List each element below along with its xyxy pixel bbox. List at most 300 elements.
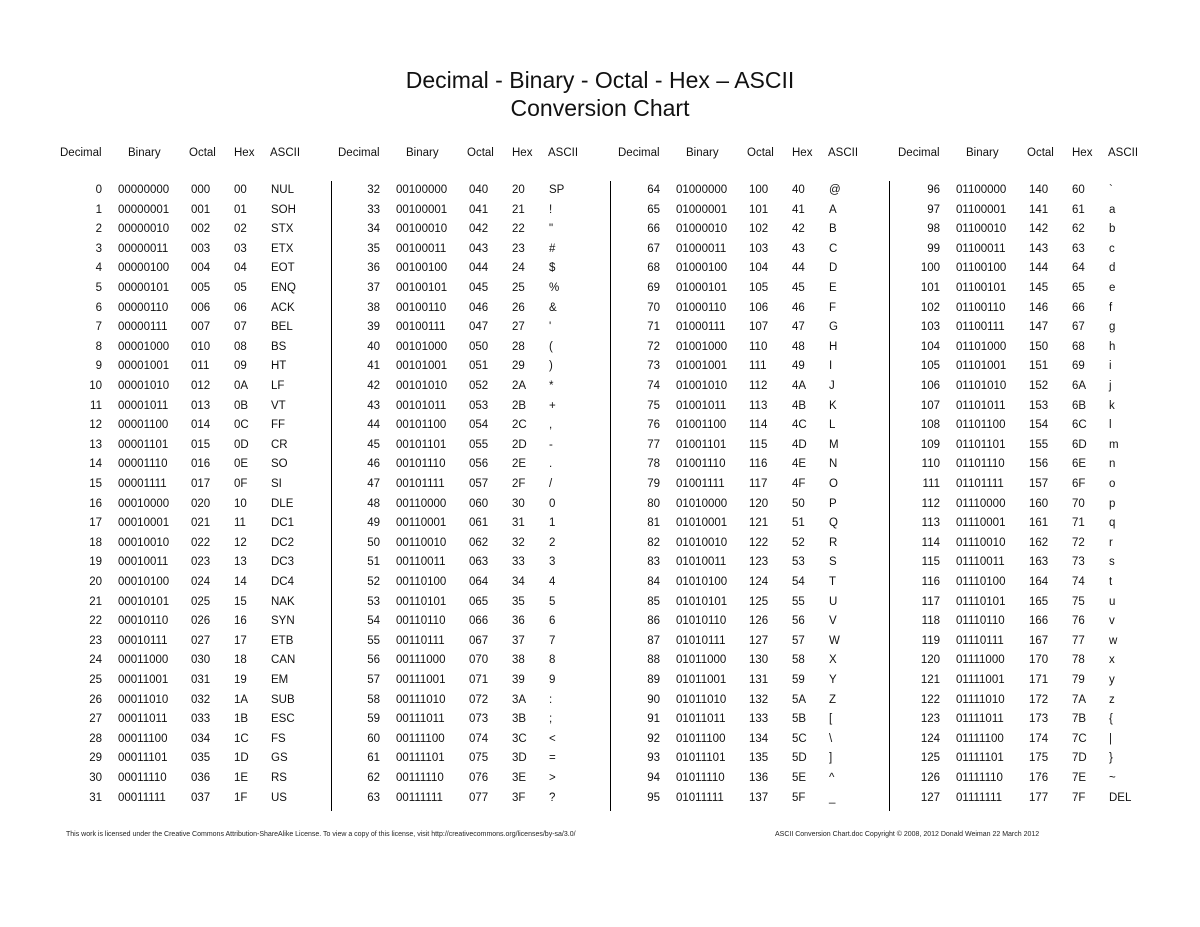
decimal-cell: 40 [367,340,380,353]
octal-cell: 176 [1029,772,1049,784]
decimal-cell: 76 [647,419,660,432]
ascii-cell: 5 [549,595,556,608]
binary-cell: 01010011 [676,556,727,569]
hex-cell: 3F [512,791,526,804]
octal-cell: 027 [191,634,211,647]
ascii-cell: Q [829,517,838,530]
octal-cell: 007 [191,321,211,334]
hex-cell: 2A [512,380,527,392]
binary-cell: 01110011 [956,556,1005,569]
hex-cell: 32 [512,536,525,549]
ascii-cell: HT [271,360,287,373]
decimal-cell: 31 [89,791,102,804]
decimal-cell: 37 [367,282,380,294]
binary-cell: 00110001 [396,517,447,530]
hex-cell: 13 [234,556,247,569]
column-header-octal: Octal [747,147,774,159]
binary-cell: 00101101 [396,438,447,451]
ascii-cell: 7 [549,634,556,647]
ascii-cell: STX [271,223,294,236]
ascii-cell: k [1109,399,1115,412]
octal-cell: 037 [191,791,211,804]
hex-cell: 64 [1072,262,1085,275]
decimal-cell: 0 [95,184,102,196]
ascii-cell: i [1109,360,1112,373]
octal-cell: 143 [1029,242,1049,255]
binary-cell: 01001111 [676,478,725,490]
decimal-cell: 121 [920,674,940,686]
binary-cell: 01101001 [956,360,1007,373]
hex-cell: 1F [234,791,248,804]
ascii-cell: 9 [549,674,556,686]
ascii-cell: ETB [271,634,294,647]
decimal-cell: 88 [647,654,660,667]
octal-cell: 032 [191,693,211,706]
hex-cell: 2D [512,438,527,451]
ascii-cell: L [829,419,836,432]
ascii-cell: BEL [271,321,293,334]
decimal-cell: 125 [920,752,940,765]
decimal-cell: 112 [921,497,940,510]
decimal-cell: 101 [920,282,940,294]
decimal-cell: 66 [647,223,660,236]
binary-cell: 01100010 [956,223,1007,236]
binary-cell: 00100010 [396,223,448,236]
octal-cell: 060 [469,497,489,510]
hex-cell: 71 [1072,517,1085,530]
octal-cell: 123 [749,556,769,569]
decimal-cell: 85 [647,595,660,608]
hex-cell: 5D [792,752,807,765]
binary-cell: 01100100 [956,262,1007,275]
hex-cell: 11 [234,517,246,530]
hex-cell: 12 [234,536,247,549]
hex-cell: 3D [512,752,527,765]
hex-cell: 65 [1072,282,1085,294]
octal-cell: 004 [191,262,211,275]
octal-cell: 072 [469,693,489,706]
column-header-ascii: ASCII [1108,147,1139,159]
octal-cell: 054 [469,419,489,432]
binary-cell: 01010000 [676,497,728,510]
octal-cell: 002 [191,223,211,236]
binary-cell: 01100001 [956,203,1007,216]
binary-cell: 01001101 [676,438,727,451]
decimal-cell: 127 [920,791,940,804]
binary-cell: 00001111 [118,478,167,490]
hex-cell: 10 [234,497,247,510]
octal-cell: 041 [469,203,489,216]
ascii-cell: ~ [1109,772,1116,784]
hex-cell: 39 [512,674,525,686]
column-header-hex: Hex [512,147,533,159]
binary-cell: 01010001 [676,517,728,530]
octal-cell: 164 [1029,576,1049,588]
decimal-cell: 2 [95,223,102,236]
octal-cell: 070 [469,654,489,667]
decimal-cell: 19 [89,556,102,569]
ascii-cell: 0 [549,497,556,510]
ascii-cell: H [829,340,838,353]
hex-cell: 1B [234,713,249,726]
hex-cell: 7A [1072,693,1087,706]
hex-cell: 77 [1072,634,1085,647]
octal-cell: 150 [1029,340,1049,353]
decimal-cell: 17 [89,517,102,530]
octal-cell: 161 [1029,517,1049,530]
binary-cell: 00110101 [396,595,447,608]
octal-cell: 003 [191,242,211,255]
ascii-cell: > [549,772,556,784]
hex-cell: 69 [1072,360,1085,373]
octal-cell: 114 [749,419,768,432]
binary-cell: 00010011 [118,556,169,569]
binary-cell: 01011000 [676,654,727,667]
ascii-cell: { [1109,713,1113,726]
ascii-cell: ? [549,791,556,804]
ascii-cell: % [549,282,560,294]
ascii-cell: I [829,360,833,373]
octal-cell: 047 [469,321,489,334]
hex-cell: 09 [234,360,247,373]
decimal-cell: 95 [647,791,660,804]
ascii-cell: / [549,478,553,490]
decimal-cell: 106 [920,380,940,392]
decimal-cell: 34 [367,223,380,236]
hex-cell: 4B [792,399,807,412]
binary-cell: 01010110 [676,615,727,628]
binary-cell: 01011101 [676,752,726,765]
octal-cell: 163 [1029,556,1049,569]
decimal-cell: 73 [647,360,660,373]
ascii-cell: 1 [549,517,556,530]
decimal-cell: 50 [367,536,380,549]
decimal-cell: 124 [920,732,940,745]
ascii-cell: c [1109,242,1115,255]
binary-cell: 00100100 [396,262,448,275]
hex-cell: 36 [512,615,525,628]
binary-cell: 01101011 [956,399,1006,412]
decimal-cell: 114 [921,536,940,549]
octal-cell: 074 [469,732,489,745]
ascii-cell: ' [549,321,552,334]
hex-cell: 6D [1072,438,1087,451]
decimal-cell: 64 [647,184,660,196]
ascii-cell: CR [271,438,288,451]
hex-cell: 7D [1072,752,1087,765]
octal-cell: 036 [191,772,211,784]
hex-cell: 59 [792,674,805,686]
hex-cell: 49 [792,360,805,373]
hex-cell: 55 [792,595,805,608]
decimal-cell: 21 [89,595,102,608]
binary-cell: 00110011 [396,556,446,569]
ascii-cell: 4 [549,576,556,588]
hex-cell: 1E [234,772,249,784]
binary-cell: 00010111 [118,634,168,647]
ascii-cell: LF [271,380,285,392]
binary-cell: 00101110 [396,458,446,471]
decimal-cell: 26 [89,693,102,706]
ascii-cell: 3 [549,556,556,569]
hex-cell: 0A [234,380,249,392]
binary-cell: 01100110 [956,301,1006,314]
octal-cell: 057 [469,478,489,490]
hex-cell: 29 [512,360,525,373]
column-header-decimal: Decimal [60,147,102,159]
ascii-cell: E [829,282,837,294]
binary-cell: 01010100 [676,576,728,588]
ascii-cell: SP [549,184,565,196]
binary-cell: 00000011 [118,242,169,255]
octal-cell: 115 [749,438,768,451]
decimal-cell: 15 [89,478,102,490]
hex-cell: 20 [512,184,525,196]
hex-cell: 24 [512,262,525,275]
decimal-cell: 82 [647,536,660,549]
hex-cell: 7B [1072,713,1087,726]
ascii-cell: ETX [271,242,294,255]
decimal-cell: 68 [647,262,660,275]
hex-cell: 54 [792,576,805,588]
decimal-cell: 8 [95,340,102,353]
decimal-cell: 107 [920,399,940,412]
decimal-cell: 70 [647,301,660,314]
hex-cell: 67 [1072,321,1085,334]
hex-cell: 35 [512,595,525,608]
ascii-cell: BS [271,340,287,353]
binary-cell: 00111110 [396,772,444,784]
binary-cell: 01111100 [956,732,1004,745]
octal-cell: 156 [1029,458,1049,471]
hex-cell: 0F [234,478,248,490]
hex-cell: 3B [512,713,527,726]
octal-cell: 107 [749,321,769,334]
binary-cell: 01010101 [676,595,728,608]
hex-cell: 23 [512,242,525,255]
ascii-cell: n [1109,458,1116,471]
decimal-cell: 119 [921,634,940,647]
ascii-cell: X [829,654,837,667]
decimal-cell: 20 [89,576,102,588]
ascii-cell: j [1109,380,1112,392]
decimal-cell: 113 [921,517,940,530]
ascii-cell: m [1109,438,1119,451]
binary-cell: 00000100 [118,262,170,275]
ascii-cell: \ [829,732,833,745]
hex-cell: 57 [792,634,805,647]
octal-cell: 177 [1029,791,1049,804]
binary-cell: 00000001 [118,203,170,216]
hex-cell: 31 [512,517,525,530]
octal-cell: 040 [469,184,489,196]
ascii-cell: NUL [271,184,295,196]
octal-cell: 012 [191,380,211,392]
octal-cell: 111 [749,360,767,373]
binary-cell: 01110010 [956,536,1006,549]
octal-cell: 052 [469,380,489,392]
binary-cell: 00001100 [118,419,169,432]
binary-cell: 01111010 [956,693,1005,706]
ascii-cell: K [829,399,837,412]
binary-cell: 01100000 [956,184,1007,196]
octal-cell: 055 [469,438,489,451]
octal-cell: 026 [191,615,211,628]
binary-cell: 00000111 [118,321,168,334]
octal-cell: 020 [191,497,211,510]
binary-cell: 00010100 [118,576,170,588]
decimal-cell: 90 [647,693,660,706]
hex-cell: 28 [512,340,525,353]
ascii-cell: . [549,458,553,471]
decimal-cell: 28 [89,732,102,745]
hex-cell: 2C [512,419,527,432]
ascii-cell: D [829,262,838,275]
hex-cell: 56 [792,615,805,628]
hex-cell: 70 [1072,497,1085,510]
ascii-cell: NAK [271,595,295,608]
octal-cell: 121 [749,517,769,530]
decimal-cell: 44 [367,419,380,432]
ascii-cell: SUB [271,693,295,706]
binary-cell: 00001101 [118,438,169,451]
octal-cell: 035 [191,752,211,765]
hex-cell: 16 [234,615,247,628]
octal-cell: 167 [1029,634,1049,647]
octal-cell: 173 [1029,713,1049,726]
octal-cell: 131 [749,674,769,686]
hex-cell: 75 [1072,595,1085,608]
column-header-hex: Hex [792,147,813,159]
hex-cell: 0B [234,399,249,412]
hex-cell: 1D [234,752,249,765]
decimal-cell: 27 [89,713,102,726]
column-header-octal: Octal [1027,147,1054,159]
binary-cell: 00111000 [396,654,446,667]
ascii-cell: GS [271,752,288,765]
decimal-cell: 12 [89,419,102,432]
hex-cell: 4C [792,419,807,432]
ascii-cell: SI [271,478,282,490]
binary-cell: 01111101 [956,752,1004,765]
octal-cell: 101 [749,203,769,216]
binary-cell: 01011010 [676,693,727,706]
hex-cell: 0C [234,419,249,432]
hex-cell: 03 [234,242,247,255]
hex-cell: 14 [234,576,247,588]
binary-cell: 01010010 [676,536,728,549]
ascii-cell: EOT [271,262,295,275]
binary-cell: 00011001 [118,674,169,686]
ascii-cell: Z [829,693,837,706]
hex-cell: 17 [234,634,247,647]
octal-cell: 013 [191,399,211,412]
binary-cell: 00111011 [396,713,445,726]
ascii-cell: ACK [271,301,295,314]
hex-cell: 3A [512,693,527,706]
hex-cell: 30 [512,497,525,510]
ascii-cell: # [549,242,556,255]
decimal-cell: 59 [367,713,380,726]
binary-cell: 01110100 [956,576,1006,588]
octal-cell: 170 [1029,654,1049,667]
decimal-cell: 58 [367,693,380,706]
decimal-cell: 91 [647,713,660,726]
hex-cell: 0E [234,458,249,471]
ascii-cell: DC2 [271,536,295,549]
binary-cell: 01001011 [676,399,727,412]
hex-cell: 21 [512,203,525,216]
ascii-cell: U [829,595,838,608]
ascii-cell: ENQ [271,282,296,294]
octal-cell: 065 [469,595,489,608]
decimal-cell: 46 [367,458,380,471]
binary-cell: 01111011 [956,713,1004,726]
binary-cell: 00001000 [118,340,170,353]
hex-cell: 0D [234,438,249,451]
octal-cell: 030 [191,654,211,667]
octal-cell: 044 [469,262,489,275]
decimal-cell: 110 [921,458,940,471]
binary-cell: 01100101 [956,282,1007,294]
octal-cell: 110 [749,340,768,353]
ascii-cell: ( [549,340,553,353]
hex-cell: 3E [512,772,527,784]
binary-cell: 01101101 [956,438,1006,451]
octal-cell: 024 [191,576,211,588]
ascii-cell: u [1109,595,1116,608]
binary-cell: 01011100 [676,732,726,745]
ascii-cell: P [829,497,837,510]
binary-cell: 01110110 [956,615,1005,628]
octal-cell: 103 [749,242,769,255]
octal-cell: 153 [1029,399,1049,412]
decimal-cell: 96 [927,184,940,196]
binary-cell: 01111111 [956,791,1003,804]
octal-cell: 137 [749,791,769,804]
octal-cell: 100 [749,184,769,196]
octal-cell: 116 [749,458,768,471]
octal-cell: 136 [749,772,769,784]
decimal-cell: 109 [920,438,940,451]
ascii-cell: " [549,223,554,236]
ascii-cell: x [1109,654,1115,667]
ascii-cell: FS [271,732,286,745]
binary-cell: 01000011 [676,242,727,255]
hex-cell: 2F [512,478,526,490]
octal-cell: 017 [191,478,211,490]
ascii-cell: SYN [271,615,295,628]
ascii-cell: DLE [271,497,294,510]
decimal-cell: 13 [89,438,102,451]
hex-cell: 2B [512,399,527,412]
binary-cell: 01110001 [956,517,1006,530]
ascii-cell: R [829,536,838,549]
decimal-cell: 53 [367,595,380,608]
binary-cell: 00100001 [396,203,448,216]
octal-cell: 135 [749,752,769,765]
ascii-cell: 2 [549,536,556,549]
ascii-cell: v [1109,615,1115,628]
ascii-cell: $ [549,262,556,275]
binary-cell: 01101100 [956,419,1006,432]
ascii-cell: N [829,458,838,471]
decimal-cell: 62 [367,772,380,784]
hex-cell: 04 [234,262,247,275]
octal-cell: 064 [469,576,489,588]
hex-cell: 01 [234,203,247,216]
octal-cell: 151 [1029,360,1049,373]
